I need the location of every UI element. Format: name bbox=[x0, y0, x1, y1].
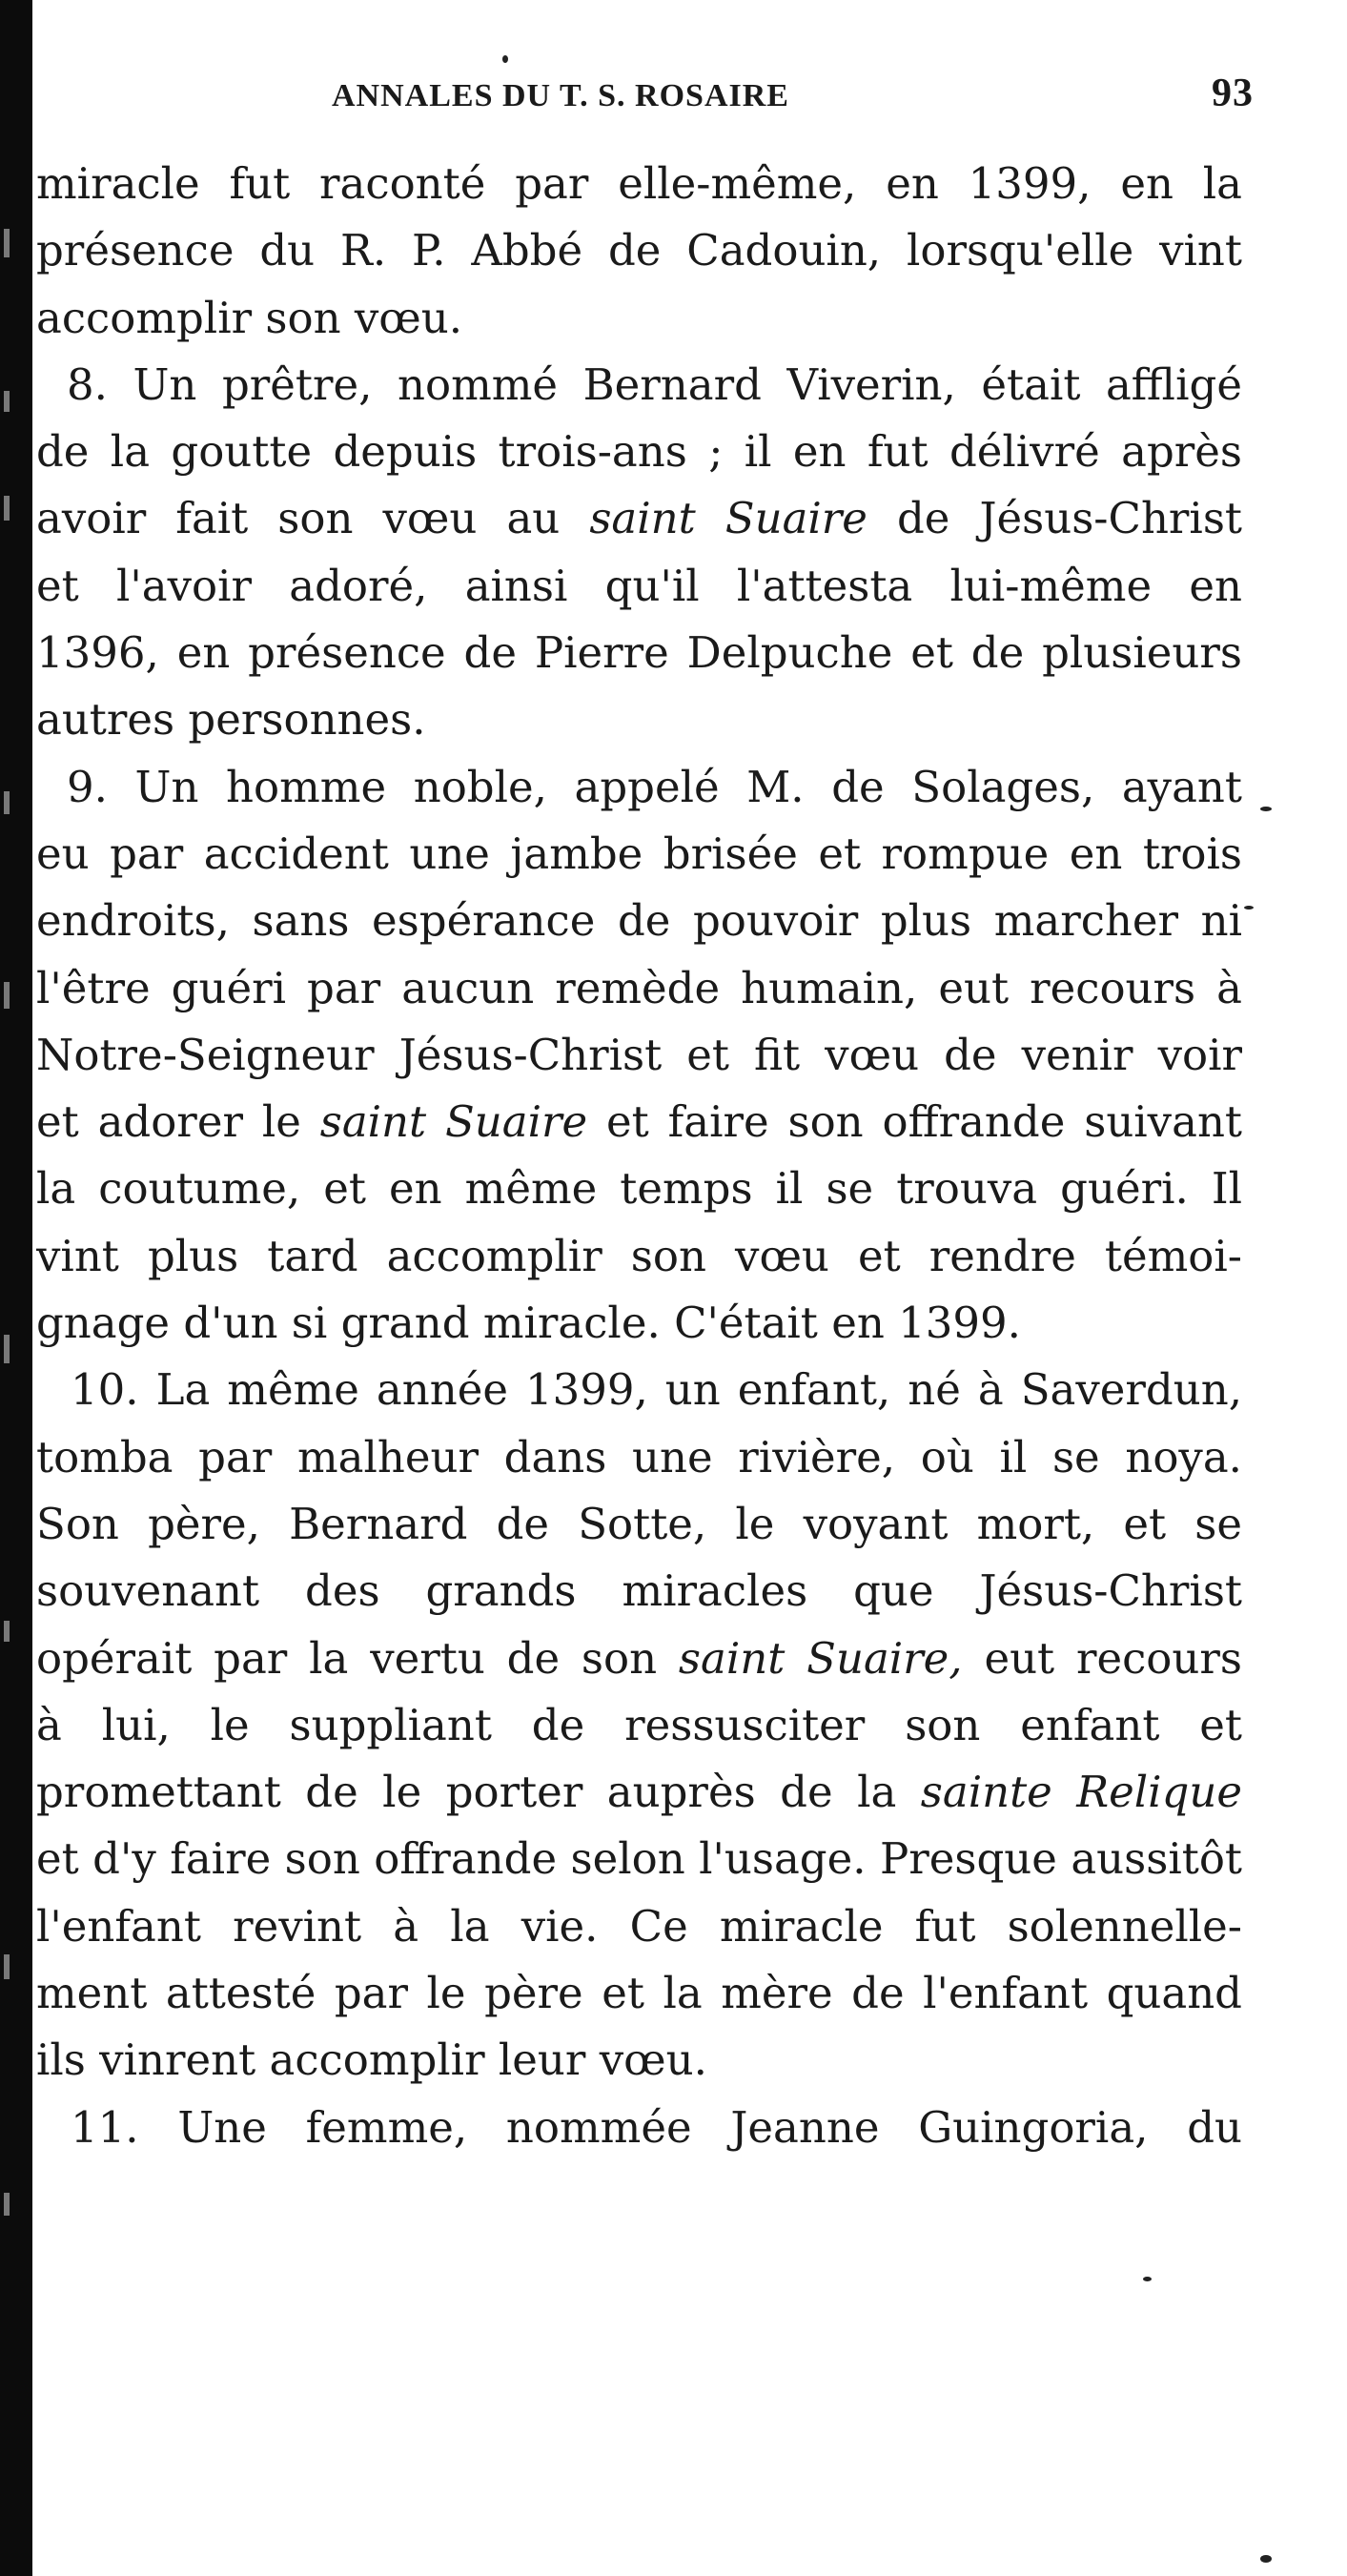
line-text: tomba par malheur dans une rivière, où il se noya. bbox=[36, 1431, 1242, 1482]
italic-text: saint Suaire, bbox=[678, 1632, 963, 1684]
line-text: et l'avoir adoré, ainsi qu'il l'attesta lui-même en bbox=[36, 560, 1242, 611]
text-line bbox=[36, 2095, 1242, 2161]
text-line bbox=[36, 1155, 1242, 1222]
print-speck bbox=[1143, 2277, 1152, 2281]
text-line bbox=[36, 1826, 1242, 1892]
text-line bbox=[36, 1759, 1242, 1826]
body-text bbox=[36, 151, 1242, 2161]
italic-text: saint Suaire bbox=[589, 493, 867, 544]
text-line bbox=[36, 1290, 1242, 1357]
text-line bbox=[36, 2027, 1242, 2094]
text-line bbox=[36, 620, 1242, 686]
text-line bbox=[36, 1960, 1242, 2027]
text-line bbox=[36, 217, 1242, 284]
text-line bbox=[36, 485, 1242, 552]
print-speck bbox=[1260, 807, 1272, 811]
print-speck bbox=[502, 55, 508, 63]
text-line bbox=[36, 553, 1242, 620]
text-line bbox=[36, 1424, 1242, 1491]
line-text: et faire son offrande suivant bbox=[587, 1096, 1242, 1148]
text-line bbox=[36, 686, 1242, 753]
italic-text: sainte Relique bbox=[920, 1767, 1242, 1818]
text-line bbox=[36, 1692, 1242, 1759]
line-text: ment attesté par le père et la mère de l'enfant quand bbox=[36, 1968, 1242, 2019]
text-line bbox=[36, 419, 1242, 485]
text-line bbox=[36, 1089, 1242, 1155]
line-text: eut recours bbox=[962, 1632, 1242, 1684]
line-text: opérait par la vertu de son bbox=[36, 1632, 679, 1684]
line-text: Son père, Bernard de Sotte, le voyant mort, et se bbox=[36, 1498, 1242, 1549]
line-text: autres personnes. bbox=[36, 694, 426, 746]
text-line bbox=[36, 1022, 1242, 1089]
line-text: vint plus tard accomplir son vœu et rendre témoi- bbox=[36, 1230, 1242, 1281]
line-text: de la goutte depuis trois-ans ; il en fut délivré après bbox=[36, 426, 1242, 478]
line-text: promettant de le porter auprès de la bbox=[36, 1767, 921, 1818]
text-line bbox=[36, 1223, 1242, 1290]
line-text: 11. Une femme, nommée Jeanne Guingoria, du bbox=[71, 2101, 1242, 2153]
page-number: 93 bbox=[1212, 72, 1254, 115]
line-text: eu par accident une jambe brisée et rompue en trois bbox=[36, 828, 1242, 879]
line-text: l'être guéri par aucun remède humain, eut recours à bbox=[36, 962, 1242, 1013]
line-text: la coutume, et en même temps il se trouva guéri. Il bbox=[36, 1163, 1242, 1215]
line-text: 8. Un prêtre, nommé Bernard Viverin, était affligé bbox=[67, 358, 1242, 410]
line-text: 10. La même année 1399, un enfant, né à Saverdun, bbox=[71, 1364, 1242, 1416]
binding-gutter bbox=[0, 0, 32, 2576]
line-text: 9. Un homme noble, appelé M. de Solages, ayant bbox=[67, 761, 1242, 812]
line-text: 1396, en présence de Pierre Delpuche et de plusieurs bbox=[36, 627, 1242, 679]
text-line bbox=[36, 1558, 1242, 1625]
text-line bbox=[36, 754, 1242, 821]
line-text: miracle fut raconté par elle-même, en 1399, en la bbox=[36, 158, 1242, 209]
line-text: l'enfant revint à la vie. Ce miracle fut solennelle- bbox=[36, 1900, 1242, 1952]
text-line bbox=[36, 955, 1242, 1022]
line-text: gnage d'un si grand miracle. C'était en 1399. bbox=[36, 1298, 1021, 1349]
text-line bbox=[36, 888, 1242, 954]
text-line bbox=[36, 821, 1242, 888]
line-text: avoir fait son vœu au bbox=[36, 493, 590, 544]
print-speck bbox=[1244, 906, 1254, 910]
text-line bbox=[36, 151, 1242, 217]
book-page bbox=[36, 67, 1254, 2526]
text-line bbox=[36, 285, 1242, 352]
text-line bbox=[36, 1357, 1242, 1423]
text-line bbox=[36, 352, 1242, 419]
line-text: ils vinrent accomplir leur vœu. bbox=[36, 2034, 707, 2086]
line-text: présence du R. P. Abbé de Cadouin, lorsqu'elle vint bbox=[36, 225, 1242, 276]
line-text: souvenant des grands miracles que Jésus-Christ bbox=[36, 1565, 1242, 1617]
text-line bbox=[36, 1893, 1242, 1960]
text-line bbox=[36, 1625, 1242, 1692]
line-text: Notre-Seigneur Jésus-Christ et fit vœu de venir voir bbox=[36, 1029, 1242, 1080]
line-text: endroits, sans espérance de pouvoir plus marcher ni bbox=[36, 895, 1242, 947]
text-line bbox=[36, 1491, 1242, 1558]
line-text: et d'y faire son offrande selon l'usage. Presque aussitôt bbox=[36, 1833, 1242, 1885]
page-header bbox=[36, 67, 1254, 124]
line-text: et adorer le bbox=[36, 1096, 320, 1148]
line-text: de Jésus-Christ bbox=[867, 493, 1242, 544]
line-text: à lui, le suppliant de ressusciter son enfant et bbox=[36, 1699, 1242, 1750]
running-head: ANNALES DU T. S. ROSAIRE bbox=[332, 78, 789, 113]
print-speck bbox=[1260, 2555, 1272, 2563]
line-text: accomplir son vœu. bbox=[36, 292, 463, 343]
italic-text: saint Suaire bbox=[319, 1096, 588, 1148]
